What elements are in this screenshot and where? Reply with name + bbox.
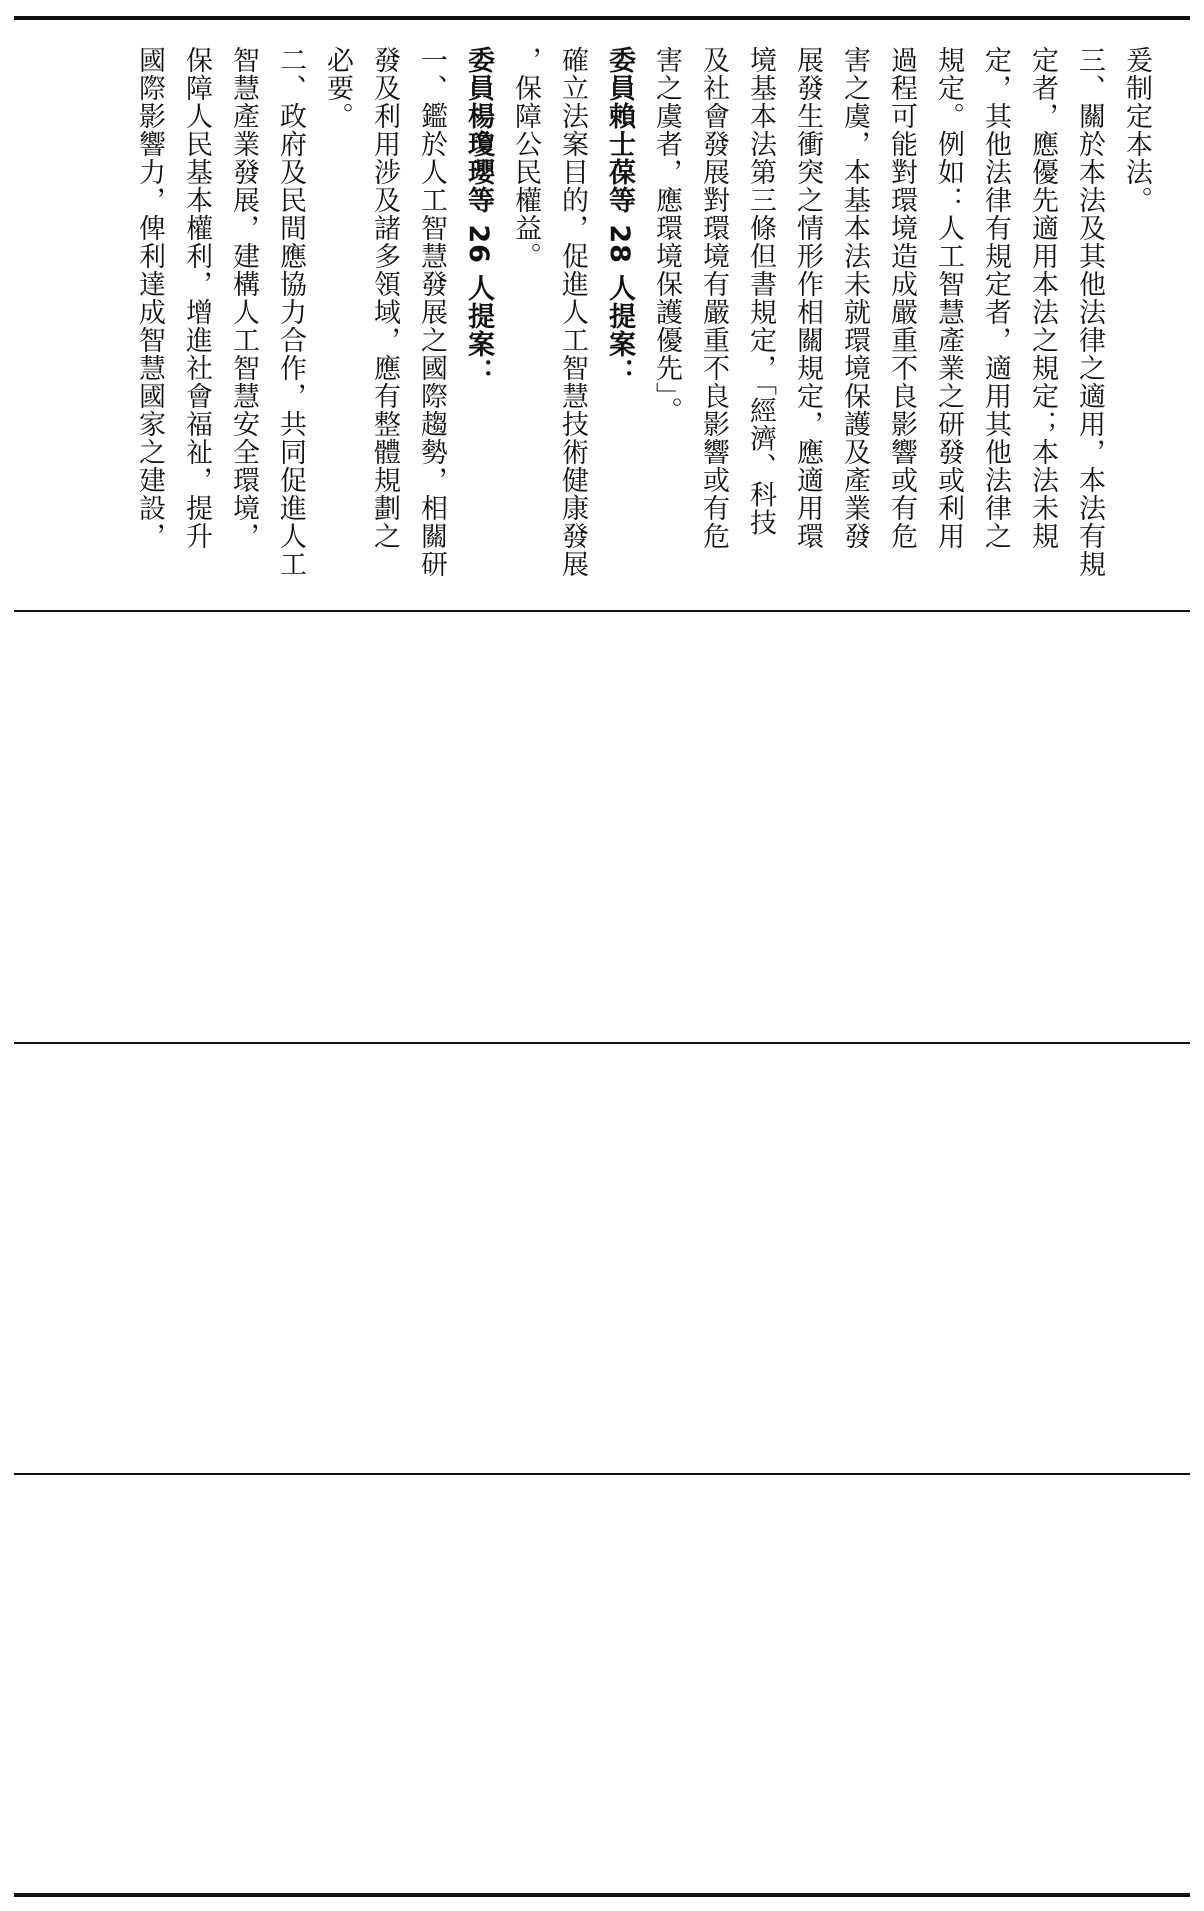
text-line: 國際影響力，俾利達成智慧國家之建設， <box>134 46 165 550</box>
empty-panel <box>14 1044 1190 1473</box>
text-line: 爰制定本法。 <box>1121 46 1152 214</box>
text-line: 害之虞者，應環境保護優先」。 <box>651 46 682 425</box>
text-line: 保障人民基本權利，增進社會福祉，提升 <box>181 46 212 550</box>
text-line: 及社會發展對環境有嚴重不良影響或有危 <box>698 46 729 550</box>
text-line: 三、關於本法及其他法律之適用，本法有規 <box>1074 46 1105 578</box>
text-line: 規定。例如：人工智慧產業之研發或利用 <box>933 46 964 550</box>
text-line: 確立法案目的，促進人工智慧技術健康發展 <box>557 46 588 578</box>
text-line: 一、鑑於人工智慧發展之國際趨勢，相關研 <box>416 46 447 578</box>
text-line: 定，其他法律有規定者，適用其他法律之 <box>980 46 1011 550</box>
empty-panel <box>14 612 1190 1042</box>
text-line: ，保障公民權益。 <box>510 46 541 270</box>
section-heading: 委員賴士葆等 28 人提案： <box>604 46 635 387</box>
text-line: 境基本法第三條但書規定，「經濟、科技 <box>745 46 776 537</box>
empty-panel <box>14 1475 1190 1893</box>
text-line: 發及利用涉及諸多領域，應有整體規劃之 <box>369 46 400 550</box>
text-line: 害之虞，本基本法未就環境保護及產業發 <box>839 46 870 550</box>
text-line: 定者，應優先適用本法之規定；本法未規 <box>1027 46 1058 550</box>
text-line: 過程可能對環境造成嚴重不良影響或有危 <box>886 46 917 550</box>
vertical-text-block <box>126 46 1160 601</box>
text-line: 二、政府及民間應協力合作，共同促進人工 <box>275 46 306 578</box>
text-line: 展發生衝突之情形作相關規定，應適用環 <box>792 46 823 550</box>
section-heading: 委員楊瓊瓔等 26 人提案： <box>463 46 494 387</box>
text-line: 智慧產業發展，建構人工智慧安全環境， <box>228 46 259 550</box>
bottom-rule <box>14 1893 1190 1897</box>
text-line: 必要。 <box>322 46 353 130</box>
text-panel <box>14 20 1190 610</box>
